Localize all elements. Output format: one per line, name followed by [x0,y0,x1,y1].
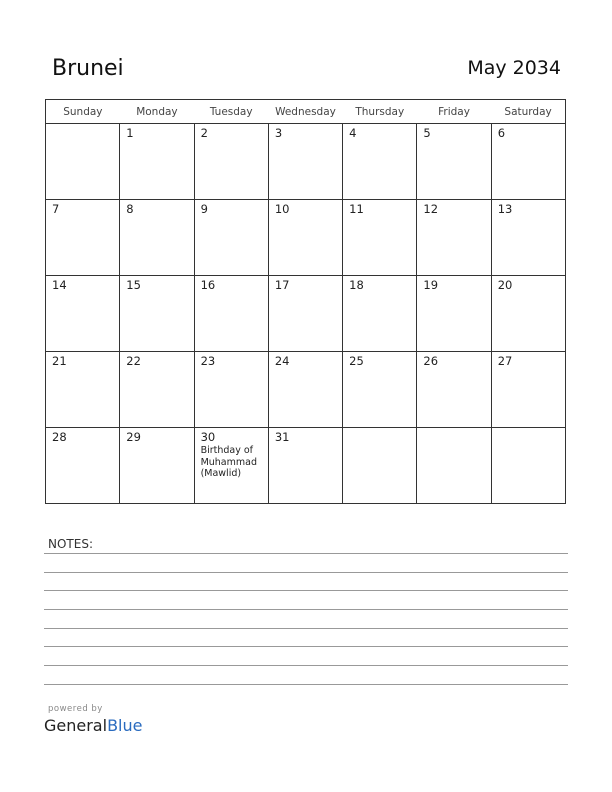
day-cell [46,352,120,428]
day-cell [343,428,417,504]
day-cell [120,124,194,200]
day-cell [46,428,120,504]
week-row [46,124,566,200]
day-cell [343,124,417,200]
day-cell [120,200,194,276]
day-number: 19 [423,278,439,292]
day-number: 1 [126,126,134,140]
note-line [44,609,568,610]
day-number: 29 [126,430,141,444]
day-number: 24 [274,354,290,368]
note-line [44,628,568,629]
day-cell [343,276,417,352]
day-number: 9 [200,202,208,216]
calendar-grid [45,99,566,504]
day-number: 12 [423,202,439,216]
note-line [44,572,568,573]
day-cell [268,276,342,352]
day-number: 5 [423,126,431,140]
day-cell [491,352,565,428]
week-row [46,352,566,428]
day-cell [417,428,491,504]
brand-blue: Blue [107,716,143,735]
day-number: 23 [200,354,216,368]
weekday-sunday: Sunday [46,100,120,124]
day-cell [194,124,268,200]
day-cell [120,428,194,504]
brand-logo [44,716,142,735]
day-cell [120,276,194,352]
day-number: 25 [349,354,364,368]
day-cell [343,200,417,276]
day-number: 27 [497,354,513,368]
note-line [44,665,568,666]
day-number: 10 [274,202,290,216]
day-number: 31 [274,430,290,444]
day-number: 7 [52,202,60,216]
weekday-friday: Friday [417,100,491,124]
note-line [44,553,568,554]
weekday-header-row [46,100,566,124]
day-cell [417,200,491,276]
day-number: 14 [52,278,67,292]
note-line [44,590,568,591]
day-cell [268,352,342,428]
holiday-event: Birthday of Muhammad (Mawlid) [200,445,257,479]
day-number: 11 [349,202,364,216]
day-number: 28 [52,430,67,444]
day-cell [194,352,268,428]
day-cell [120,352,194,428]
day-cell [343,352,417,428]
day-cell [194,200,268,276]
day-number: 16 [200,278,216,292]
day-number: 4 [349,126,357,140]
brand-general: General [44,716,108,735]
week-row [46,428,566,504]
footer-branding [44,704,142,735]
day-cell [491,428,565,504]
day-cell [268,428,342,504]
week-row [46,276,566,352]
day-number: 8 [126,202,134,216]
day-number: 13 [497,202,513,216]
weekday-thursday: Thursday [343,100,417,124]
day-cell [46,200,120,276]
weekday-wednesday: Wednesday [268,100,342,124]
powered-by-text: powered by [48,704,103,714]
day-cell [417,276,491,352]
weekday-tuesday: Tuesday [194,100,268,124]
day-cell [491,124,565,200]
day-number: 30 [200,430,216,444]
note-line [44,646,568,647]
month-year-title: May 2034 [467,57,561,79]
day-cell [46,276,120,352]
day-cell [46,124,120,200]
day-cell [194,428,268,504]
day-cell [491,276,565,352]
day-cell [194,276,268,352]
day-number: 17 [274,278,290,292]
day-number: 22 [126,354,141,368]
week-row [46,200,566,276]
day-number: 20 [497,278,513,292]
day-number: 6 [497,126,506,140]
day-number: 18 [349,278,364,292]
country-title: Brunei [52,56,124,81]
day-cell [268,200,342,276]
day-number: 21 [52,354,67,368]
day-cell [268,124,342,200]
weekday-monday: Monday [120,100,194,124]
weekday-saturday: Saturday [491,100,565,124]
day-number: 26 [423,354,439,368]
day-number: 15 [126,278,141,292]
notes-label: NOTES: [48,537,93,551]
day-cell [417,124,491,200]
day-cell [491,200,565,276]
day-number: 2 [200,126,208,140]
note-line [44,684,568,685]
day-number: 3 [274,126,283,140]
day-cell [417,352,491,428]
